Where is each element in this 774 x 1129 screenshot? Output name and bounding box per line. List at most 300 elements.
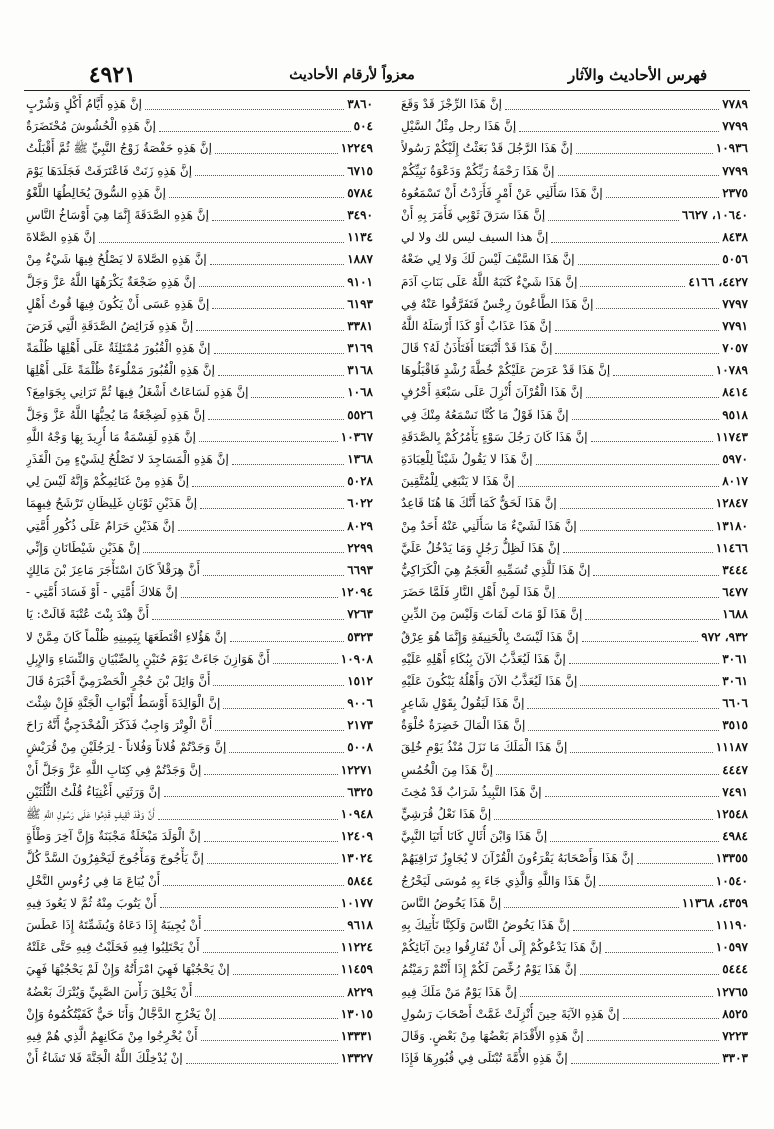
dot-leader	[204, 930, 344, 931]
hadith-number: ٢٢٩٩	[347, 540, 373, 555]
hadith-incipit: إنَّ هَذَا لا يَنْبَغِي لِلْمُتَّقِينَ	[401, 474, 515, 489]
index-entry	[26, 115, 373, 137]
hadith-number: ٥٠٥٦	[722, 252, 748, 267]
index-entry	[401, 759, 748, 781]
index-entry	[401, 603, 748, 625]
index-entry	[401, 870, 748, 892]
hadith-incipit: إنَّ هَذَا يَدْعُوكُمْ إِلَى أَنْ تُفَارِقُوا دِينَ آبَائِكُمْ	[401, 940, 602, 955]
dot-leader	[199, 441, 338, 442]
hadith-incipit: أَنَّ وَفْدَ ثَقِيفٍ قَدِمُوا عَلَى رَسُولِ اللَّهِ ﷺ	[26, 807, 155, 821]
dot-leader	[143, 552, 344, 553]
hadith-number: ٨٠٢٩	[347, 518, 373, 533]
index-entry	[26, 870, 373, 892]
hadith-number: ٦٤٧٧	[722, 585, 748, 600]
index-entry	[26, 93, 373, 115]
hadith-number: ٧٧٩٧	[722, 296, 748, 311]
hadith-incipit: إنَّ هَذِهِ عَسَى أَنْ يَكُونَ فِيهَا قُوتُ أَهْلٍ	[26, 296, 210, 311]
hadith-number: ٧٧٩١	[722, 318, 748, 333]
index-entry	[26, 559, 373, 581]
index-entry	[401, 1047, 748, 1069]
hadith-number: ١٣٠١٥	[340, 1006, 373, 1021]
hadith-incipit: إنَّ هَذَا لَشَيْءٌ مَا سَأَلَنِي عَنْهُ أَحَدٌ مِنْ	[401, 518, 577, 533]
hadith-incipit: إنَّ هَذَا يَوْمٌ مَنْ مَلَكَ فِيهِ	[401, 984, 518, 999]
index-entry	[26, 847, 373, 869]
dot-leader	[215, 730, 344, 731]
index-entry	[401, 670, 748, 692]
hadith-incipit: إنَّ هَذِهِ الآيَةَ حِينَ أُنْزِلَتْ غَمَّتْ أَصْحَابَ رَسُولِ	[401, 1006, 620, 1021]
dot-leader	[558, 597, 719, 598]
dot-leader	[159, 131, 351, 132]
hadith-incipit: إنَّ هَذَا الرِّجْزَ قَدْ وَقَعَ	[401, 97, 502, 111]
hadith-incipit: إنَّ هَذِهِ الصَّلاةَ	[26, 230, 96, 245]
dot-leader	[623, 1018, 720, 1019]
dot-leader	[200, 508, 344, 509]
hadith-incipit: إنَّ هَذِهِ أَيَّامُ أَكْلٍ وَشُرْبٍ	[26, 97, 142, 111]
right-column	[401, 93, 748, 1069]
hadith-incipit: إنَّ هَذَا وَأَصْحَابَهُ يَقْرَءُونَ الْقُرْآنَ لا يُجَاوِزُ تَرَاقِيَهُمْ	[401, 851, 634, 866]
hadith-number: ٨٥٢٥	[722, 1006, 748, 1021]
index-entry	[26, 936, 373, 958]
dot-leader	[555, 353, 719, 354]
dot-leader	[181, 597, 338, 598]
hadith-number: ١٠٥٤٠	[715, 873, 748, 888]
hadith-number: ٧٠٥٧	[722, 341, 748, 356]
hadith-incipit: أَنَّ هِرَقْلاً كَانَ اسْتَأْجَرَ مَاعِزَ بْنَ مَالِكٍ	[26, 562, 200, 577]
index-entry	[26, 1047, 373, 1069]
index-entry	[401, 93, 748, 115]
index-entry	[401, 492, 748, 514]
hadith-number: ٣٨٦٠	[347, 97, 373, 111]
hadith-incipit: إنَّ هَذَا لَحَقٌّ كَمَا أَنَّكَ هَا هُنَا قَاعِدٌ	[401, 496, 557, 511]
hadith-incipit: أَنَّ وَائِلَ بْنَ حُجْرٍ الْحَضْرَمِيَّ أَخْبَرَهُ قَالَ	[26, 673, 211, 688]
hadith-number: ٧٢٢٣	[722, 1028, 748, 1043]
dot-leader	[505, 109, 719, 110]
dot-leader	[580, 286, 685, 287]
dot-leader	[578, 264, 720, 265]
index-entry	[401, 914, 748, 936]
dot-leader	[585, 619, 719, 620]
dot-leader	[586, 397, 720, 398]
hadith-incipit: إنَّ هَذَيْنِ شَيْطَانَانِ وَإِنِّي	[26, 540, 141, 555]
hadith-number: ١١٤٥٩	[340, 962, 373, 977]
hadith-number: ٥٨٤٤	[347, 873, 373, 888]
hadith-incipit: إنَّ هَذِهِ السُّوقَ يُخَالِطُهَا اللَّغْوُ	[26, 185, 166, 200]
index-entry	[26, 448, 373, 470]
hadith-incipit: إنَّ الْوَالِدَةَ أَوْسَطُ أَبْوَابِ الْجَنَّةِ فَإِنْ شِئْتَ	[26, 696, 221, 711]
dot-leader	[160, 907, 338, 908]
index-entry	[401, 426, 748, 448]
index-entry	[26, 293, 373, 315]
hadith-incipit: إنَّ هَذَا لَيْسَتْ بِالْحَنِيفَةِ وَإِنَّمَا هُوَ عِرْقٌ	[401, 629, 579, 644]
index-entry	[26, 137, 373, 159]
hadith-number: ١٦٨٨	[722, 607, 748, 622]
dot-leader	[99, 242, 345, 243]
index-entry	[401, 803, 748, 825]
hadith-number: ١٣٣٢٧	[340, 1051, 373, 1066]
index-entry	[26, 626, 373, 648]
dot-leader	[605, 952, 713, 953]
hadith-incipit: إنَّ هَذَا الرَّجُلَ قَدْ بَعَثْتُ إِلَيْكُمْ رَسُولاً	[401, 141, 573, 156]
hadith-incipit: أَنْ يُجِيبَهُ إِذَا دَعَاهُ وَيُشَمِّتَهُ إِذَا عَطَسَ	[26, 917, 202, 932]
index-entry	[26, 914, 373, 936]
dot-leader	[593, 575, 719, 576]
index-entry	[401, 781, 748, 803]
hadith-number: ٥٤٤٤	[722, 962, 748, 977]
index-entry	[401, 115, 748, 137]
hadith-incipit: إنَّ هَذَا سَرَقَ ثَوْبِي فَأَمَرَ بِهِ أَنْ	[401, 207, 546, 222]
hadith-incipit: إنَّ الْوَلَدَ مَبْخَلَةٌ مَجْبَنَةٌ وَإِنَّ آخِرَ وَطْأَةٍ	[26, 829, 201, 844]
dot-leader	[210, 264, 344, 265]
hadith-incipit: إنَّ هَذِهِ الْمَسَاجِدَ لا تَصْلُحُ لِشَيْءٍ مِنَ الْقَذَرِ	[26, 452, 229, 466]
hadith-number: ٣٠٦١	[722, 651, 748, 666]
hadith-incipit: إنَّ هَذِهِ لَضِجْعَةٌ مَا يُحِبُّهَا اللَّهُ عَزَّ وَجَلَّ	[26, 407, 206, 422]
index-entry	[26, 603, 373, 625]
hadith-incipit: إنَّ هَذِهِ الأَقْدَامَ بَعْضُهَا مِنْ بَعْضٍ. وَقَالَ	[401, 1028, 584, 1043]
index-entry	[26, 892, 373, 914]
dot-leader	[199, 286, 345, 287]
hadith-incipit: إنَّ هَذِهِ الأُمَّةَ تُبْتَلَى فِي قُبُورِهَا فَإِذَا	[401, 1051, 568, 1066]
hadith-number: ٧٢٦٣	[347, 607, 373, 622]
index-entry	[401, 1025, 748, 1047]
index-entry	[401, 581, 748, 603]
index-entry	[401, 936, 748, 958]
index-entry	[26, 781, 373, 803]
hadith-number: ١٠٦٤٠، ٦٦٢٧	[681, 207, 748, 222]
dot-leader	[555, 330, 720, 331]
dot-leader	[233, 974, 338, 975]
hadith-incipit: أَنْ يَتُوبَ مِنْهُ ثُمَّ لا يَعُودَ فِيهِ	[26, 895, 157, 910]
index-entry	[26, 981, 373, 1003]
header-rule	[24, 90, 750, 91]
hadith-incipit: إنَّ يَأْجُوجَ وَمَأْجُوجَ لَيَحْفِرُونَ السَّدَّ كُلَّ	[26, 851, 204, 866]
hadith-incipit: إنَّ هَذِهِ الْقُبُورَ مُمْتَلِئَةٌ عَلَى أَهْلِهَا ظُلْمَةً	[26, 341, 211, 356]
index-entry	[26, 736, 373, 758]
hadith-incipit: إنَّ هَذَا لَظِلُّ رَجُلٍ وَمَا يَدْخُلُ عَلَيَّ	[401, 540, 561, 555]
dot-leader	[570, 752, 712, 753]
dot-leader	[218, 375, 344, 376]
hadith-number: ١١١٨٧	[715, 740, 748, 755]
index-entry	[401, 559, 748, 581]
dot-leader	[158, 819, 338, 820]
index-entry	[401, 448, 748, 470]
dot-leader	[145, 109, 344, 110]
hadith-number: ٢٣٧٥	[722, 185, 748, 200]
hadith-number: ٥٠٢٨	[347, 474, 373, 489]
hadith-number: ١٢٠٩٤	[340, 585, 373, 600]
hadith-incipit: إنَّ هَذِهِ حَفْصَةُ زَوْجُ النَّبِيِّ ﷺ ثُمَّ أَقْبَلْتُ	[26, 141, 212, 156]
index-entry	[26, 470, 373, 492]
hadith-incipit: أَنْ يُبَاعَ مَا فِي رُءُوسِ النَّخْلِ	[26, 873, 161, 888]
dot-leader	[563, 552, 713, 553]
dot-leader	[520, 996, 713, 997]
dot-leader	[587, 1040, 719, 1041]
index-entry	[401, 182, 748, 204]
dot-leader	[195, 996, 344, 997]
hadith-number: ١٣٣٥٥	[715, 851, 748, 866]
hadith-incipit: إنَّ هَذَا قَدْ أَتْبَعَنَا أَفَتَأْذَنُ لَهُ؟ قَالَ	[401, 341, 553, 356]
index-entry	[26, 204, 373, 226]
hadith-number: ٦٣٢٥	[347, 784, 373, 799]
hadith-incipit: إنَّ هَذِهِ زَنَتْ فَاعْتَرَفَتْ فَجَلَدَهَا يَوْمَ	[26, 163, 193, 178]
index-entry	[401, 825, 748, 847]
index-entry	[26, 1003, 373, 1025]
hadith-incipit: إنَّ هَذَا قَدْ عَرَضَ عَلَيْكُمْ خُطَّةَ رُشْدٍ فَاقْبَلُوهَا	[401, 363, 611, 378]
hadith-number: ٦٧١٥	[347, 163, 373, 178]
hadith-incipit: إنَّ وَجَدْتُمْ فِي كِتَابِ اللَّهِ عَزَّ وَجَلَّ أَنْ	[26, 762, 202, 777]
hadith-number: ٣١٦٨	[347, 363, 373, 378]
hadith-number: ١٢٢٧١	[340, 762, 373, 777]
hadith-number: ٧٤٩١	[722, 784, 748, 799]
hadith-incipit: إنَّ هَلاكَ أُمَّتِي - أَوْ فَسَادَ أُمَّتِي -	[26, 585, 178, 600]
index-entry	[401, 626, 748, 648]
hadith-number: ٧٧٩٩	[722, 119, 748, 134]
hadith-incipit: إنَّ هَذَا الْقُرْآنَ أُنْزِلَ عَلَى سَبْعَةِ أَحْرُفٍ	[401, 385, 583, 400]
hadith-number: ٥٥٢٦	[347, 407, 373, 422]
hadith-incipit: إنَّ هَذَا مِنَ الْخُمُسِ	[401, 762, 494, 777]
hadith-incipit: إنَّ هَذَا لا يَقُولُ شَيْئاً لِلْعِبَادَةِ	[401, 452, 533, 466]
hadith-number: ١٢٢٤٩	[340, 141, 373, 156]
hadith-incipit: إنَّ هذا السيف ليس لك ولا لي	[401, 230, 549, 245]
dot-leader	[214, 353, 345, 354]
hadith-incipit: إنَّ هَذِهِ مِنْ غَنَائِمِكُمْ وَإِنَّهُ لَيْسَ لِي	[26, 474, 190, 489]
hadith-number: ٩٠٠٦	[347, 696, 373, 711]
dot-leader	[192, 486, 344, 487]
hadith-number: ٣١٦٩	[347, 341, 373, 356]
dot-leader	[208, 419, 344, 420]
hadith-incipit: إنَّ هَذَا رَحْمَةُ رَبِّكُمْ وَدَعْوَةُ نَبِيِّكُمْ	[401, 163, 555, 178]
index-entry	[401, 248, 748, 270]
hadith-number: ١١٧٤٣	[715, 429, 748, 444]
hadith-incipit: أَنْ يَحْتَلِبُوا فِيهِ فَحَلَبْتُ فِيهِ حَتَّى عَلَتْهُ	[26, 940, 200, 955]
hadith-number: ١٠٦٨	[347, 385, 373, 400]
index-entry	[401, 515, 748, 537]
dot-leader	[545, 796, 720, 797]
hadith-incipit: إنَّ هَذَا سَأَلَنِي عَنْ أَمْرٍ فَأَرَدْتُ أَنْ تَسْمَعُوهُ	[401, 185, 603, 200]
hadith-incipit: إنَّ هَذَا نَعْلُ قُرَشِيٍّ	[401, 807, 492, 821]
hadith-number: ٢١٧٣	[347, 718, 373, 733]
page-number: ٤٩٢١	[88, 62, 136, 88]
index-entry	[26, 160, 373, 182]
dot-leader	[494, 819, 713, 820]
dot-leader	[213, 685, 344, 686]
dot-leader	[569, 663, 719, 664]
index-entry	[401, 892, 748, 914]
index-entry	[26, 337, 373, 359]
dot-leader	[230, 641, 345, 642]
hadith-incipit: إنَّ هَذَا شَيْءٌ كَتَبَهُ اللَّهُ عَلَى بَنَاتِ آدَمَ	[401, 274, 578, 289]
hadith-number: ٣٣٨١	[347, 318, 373, 333]
index-entry	[26, 226, 373, 248]
dot-leader	[580, 530, 713, 531]
hadith-incipit: إنَّ هَذَا عَذَابٌ أَوْ كَذَا أَرْسَلَهُ اللَّهُ	[401, 318, 552, 333]
dot-leader	[203, 575, 344, 576]
dot-leader	[519, 131, 719, 132]
index-entry	[26, 759, 373, 781]
index-entry	[26, 670, 373, 692]
index-entry	[26, 1025, 373, 1047]
hadith-number: ٣٣٠٣	[722, 1051, 748, 1066]
dot-leader	[163, 885, 344, 886]
dot-leader	[169, 197, 344, 198]
index-entry	[401, 714, 748, 736]
hadith-incipit: أَنَّ هَوَازِنَ جَاءَتْ يَوْمَ حُنَيْنٍ بِالصِّبْيَانِ وَالنِّسَاءِ وَالإِبِلِ	[26, 651, 270, 666]
hadith-number: ١٠٥٩٧	[715, 940, 748, 955]
hadith-incipit: إنَّ وَرَثَتِي أَغْنِيَاءُ قُلْتُ الثُّلُثَيْنِ	[26, 784, 161, 799]
hadith-number: ٦٠٢٢	[347, 496, 373, 511]
dot-leader	[196, 330, 344, 331]
dot-leader	[152, 619, 344, 620]
index-entry	[26, 714, 373, 736]
dot-leader	[518, 486, 720, 487]
hadith-number: ٥٩٧٠	[722, 452, 748, 466]
hadith-incipit: إنَّ هَذَا لَوْ مَاتَ لَمَاتَ وَلَيْسَ مِنَ الدِّينِ	[401, 607, 583, 622]
hadith-number: ١٣٦٨	[347, 452, 373, 466]
dot-leader	[580, 974, 720, 975]
index-entry	[401, 315, 748, 337]
hadith-number: ٤٩٨٤	[722, 829, 748, 844]
hadith-incipit: إنَّ هَذَا قَوْلٌ مَا كُنَّا نَسْمَعُهُ مِنْكَ فِي	[401, 407, 569, 422]
hadith-incipit: إنَّ هَذِهِ الْقُبُورَ مَمْلُوءَةٌ ظُلْمَةً عَلَى أَهْلِهَا	[26, 363, 215, 378]
index-entry	[401, 160, 748, 182]
index-entry	[26, 182, 373, 204]
dot-leader	[536, 464, 720, 465]
dot-leader	[573, 930, 713, 931]
hadith-incipit: إنَّ هَذَا لَمِنْ أَهْلِ النَّارِ فَلَمَّا حَضَرَ	[401, 585, 556, 600]
dot-leader	[572, 419, 720, 420]
hadith-incipit: إنْ يُدْخِلْكَ اللَّهُ الْجَنَّةَ فَلا تَشَاءُ أَنْ	[26, 1051, 183, 1066]
dot-leader	[186, 1063, 338, 1064]
hadith-number: ٩٣٢، ٩٧٢	[701, 629, 748, 644]
index-entry	[26, 248, 373, 270]
hadith-number: ٣٥١٥	[722, 718, 748, 733]
hadith-incipit: إنَّ هَذَا الْمَلَكَ مَا نَزَلَ مُنْذُ يَوْمِ خُلِقَ	[401, 740, 568, 755]
hadith-incipit: إنَّ هَذِهِ الْحُشُوشَ مُحْتَضَرَةٌ	[26, 119, 156, 134]
hadith-number: ١٢٨٤٧	[715, 496, 748, 511]
hadith-number: ٧٧٨٩	[722, 97, 748, 111]
dot-leader	[207, 863, 338, 864]
index-entry	[26, 492, 373, 514]
dot-leader	[203, 952, 338, 953]
dot-leader	[201, 1040, 338, 1041]
dot-leader	[496, 774, 719, 775]
hadith-incipit: إنَّ هَذَيْنِ حَرَامٌ عَلَى ذُكُورِ أُمَّتِي	[26, 518, 175, 533]
hadith-incipit: إنَّ هَذَا وَابْنَ أُثَالٍ كَانَا أَتَيَا النَّبِيَّ	[401, 829, 548, 844]
index-entry	[26, 581, 373, 603]
hadith-number: ١٨٨٧	[347, 252, 373, 267]
index-entry	[401, 847, 748, 869]
index-entry	[401, 537, 748, 559]
hadith-number: ٥٠٠٨	[347, 740, 373, 755]
hadith-incipit: إنَّ هَذِهِ لَقِسْمَةٌ مَا أُرِيدَ بِهَا وَجْهُ اللَّهِ	[26, 429, 196, 444]
index-entry	[26, 426, 373, 448]
hadith-incipit: إنَّ هَذَا لَلَّذِي تُسَمِّيهِ الْعَجَمُ هِيَ الْكَرَاكِيُّ	[401, 562, 591, 577]
page-header	[26, 62, 748, 88]
dot-leader	[548, 220, 679, 221]
hadith-incipit: إنَّ هَذِهِ الصَّدَقَةَ إِنَّمَا هِيَ أَوْسَاخُ النَّاسِ	[26, 207, 209, 222]
index-entry	[401, 381, 748, 403]
hadith-incipit: إنْ يَحْجُبْهَا فَهِيَ امْرَأَتُهُ وَإِنْ لَمْ يَحْجُبْهَا فَهِيَ	[26, 962, 230, 977]
hadith-number: ١١٣٤	[347, 230, 373, 245]
index-entry	[401, 271, 748, 293]
index-entry	[401, 736, 748, 758]
hadith-incipit: إنَّ هَذِهِ الصَّلاةَ لا يَصْلُحُ فِيهَا شَيْءٌ مِنْ	[26, 252, 207, 267]
hadith-number: ١٣٣٣١	[340, 1028, 373, 1043]
index-entry	[401, 359, 748, 381]
index-entry	[26, 825, 373, 847]
hadith-incipit: أَنَّ الْوِتْرَ وَاجِبٌ فَذَكَرَ الْمُخْدَجِيُّ أَنَّهُ رَاحَ	[26, 718, 213, 733]
dot-leader	[599, 885, 713, 886]
hadith-number: ١٠٩٠٨	[340, 651, 373, 666]
hadith-incipit: إنْ يَخْرُجِ الدَّجَّالُ وَأَنَا حَيٌّ كَفَيْتُكُمُوهُ وَإِنْ	[26, 1006, 217, 1021]
hadith-number: ٦٦٠٦	[722, 696, 748, 711]
hadith-incipit: إنَّ هَذَا يَخُوضُ النَّاسَ وَلَكِنَّا نَأْتِيكَ بِهِ	[401, 917, 570, 932]
dot-leader	[273, 663, 338, 664]
index-entry	[401, 692, 748, 714]
dot-leader	[229, 752, 344, 753]
hadith-number: ٩١٠١	[347, 274, 373, 289]
dot-leader	[195, 175, 344, 176]
hadith-number: ١١١٩٠	[715, 917, 748, 932]
hadith-number: ٩٥١٨	[722, 407, 748, 422]
dot-leader	[204, 841, 338, 842]
dot-leader	[223, 708, 344, 709]
hadith-incipit: إنَّ هَؤُلاءِ اقْتَطَعَهَا بِيَمِينِهِ ظُلْماً كَانَ مِمَّنْ لا	[26, 629, 227, 644]
hadith-incipit: إنَّ هَذَا السَّيْفَ لَيْسَ لَكَ وَلا لِي ضَعْهُ	[401, 252, 575, 267]
dot-leader	[178, 530, 345, 531]
index-entry	[26, 537, 373, 559]
hadith-incipit: إنَّ هَذَا يَوْمٌ رُخِّصَ لَكُمْ إِذَا أَنْتُمْ رَمَيْتُمُ	[401, 962, 577, 977]
hadith-incipit: إنَّ هَذَا لَيَقُولُ بِقَوْلِ شَاعِرٍ	[401, 696, 525, 711]
hadith-incipit: إنَّ هَذَا وَاللَّهِ وَالَّذِي جَاءَ بِهِ مُوسَى لَيَخْرُجُ	[401, 873, 597, 888]
dot-leader	[606, 197, 720, 198]
hadith-number: ١٣٠٢٤	[340, 851, 373, 866]
index-columns	[26, 93, 748, 1069]
hadith-incipit: إنَّ هَذَا النَّبِيذُ شَرَابٌ قَدْ مُخِثَ	[401, 784, 542, 799]
index-entry	[401, 293, 748, 315]
hadith-number: ١٠١٧٧	[340, 895, 373, 910]
dot-leader	[558, 175, 720, 176]
index-entry	[401, 204, 748, 226]
hadith-incipit: إنَّ هَذَا الْمَالَ خَضِرَةٌ حُلْوَةٌ	[401, 718, 526, 733]
hadith-number: ١١٢٢٤	[340, 940, 373, 955]
index-entry	[26, 381, 373, 403]
hadith-number: ٣٠٦١	[722, 673, 748, 688]
hadith-number: ٥٠٤	[353, 119, 373, 134]
hadith-incipit: أَنْ يَحْلِقَ رَأْسَ الصَّبِيِّ وَيُتْرَكَ بَعْضُهُ	[26, 984, 193, 999]
hadith-incipit: إنَّ وَجَدْتُمْ فُلاناً وَفُلاناً - لِرَجُلَيْنِ مِنْ قُرَيْشٍ	[26, 740, 227, 755]
hadith-incipit: إنَّ هَذَا لَيُعَذَّبُ الآنَ وَأَهْلُهُ يَبْكُونَ عَلَيْهِ	[401, 673, 578, 688]
dot-leader	[551, 242, 719, 243]
index-entry	[26, 958, 373, 980]
index-entry	[401, 648, 748, 670]
dot-leader	[613, 375, 713, 376]
dot-leader	[528, 730, 719, 731]
index-entry	[401, 1003, 748, 1025]
hadith-number: ٥٣٢٣	[347, 629, 373, 644]
index-entry	[401, 958, 748, 980]
hadith-number: ١٠٣٦٧	[340, 429, 373, 444]
hadith-number: ١٣١٨٠	[715, 518, 748, 533]
dot-leader	[582, 641, 699, 642]
hadith-number: ٨٤٣٨	[722, 230, 748, 245]
dot-leader	[571, 1063, 720, 1064]
hadith-number: ٤٤٤٧	[722, 762, 748, 777]
hadith-number: ١٠٩٤٨	[340, 807, 373, 821]
hadith-number: ٩٦١٨	[347, 917, 373, 932]
index-title: فهرس الأحاديث والآثار	[568, 66, 708, 84]
dot-leader	[637, 863, 713, 864]
dot-leader	[504, 907, 679, 908]
